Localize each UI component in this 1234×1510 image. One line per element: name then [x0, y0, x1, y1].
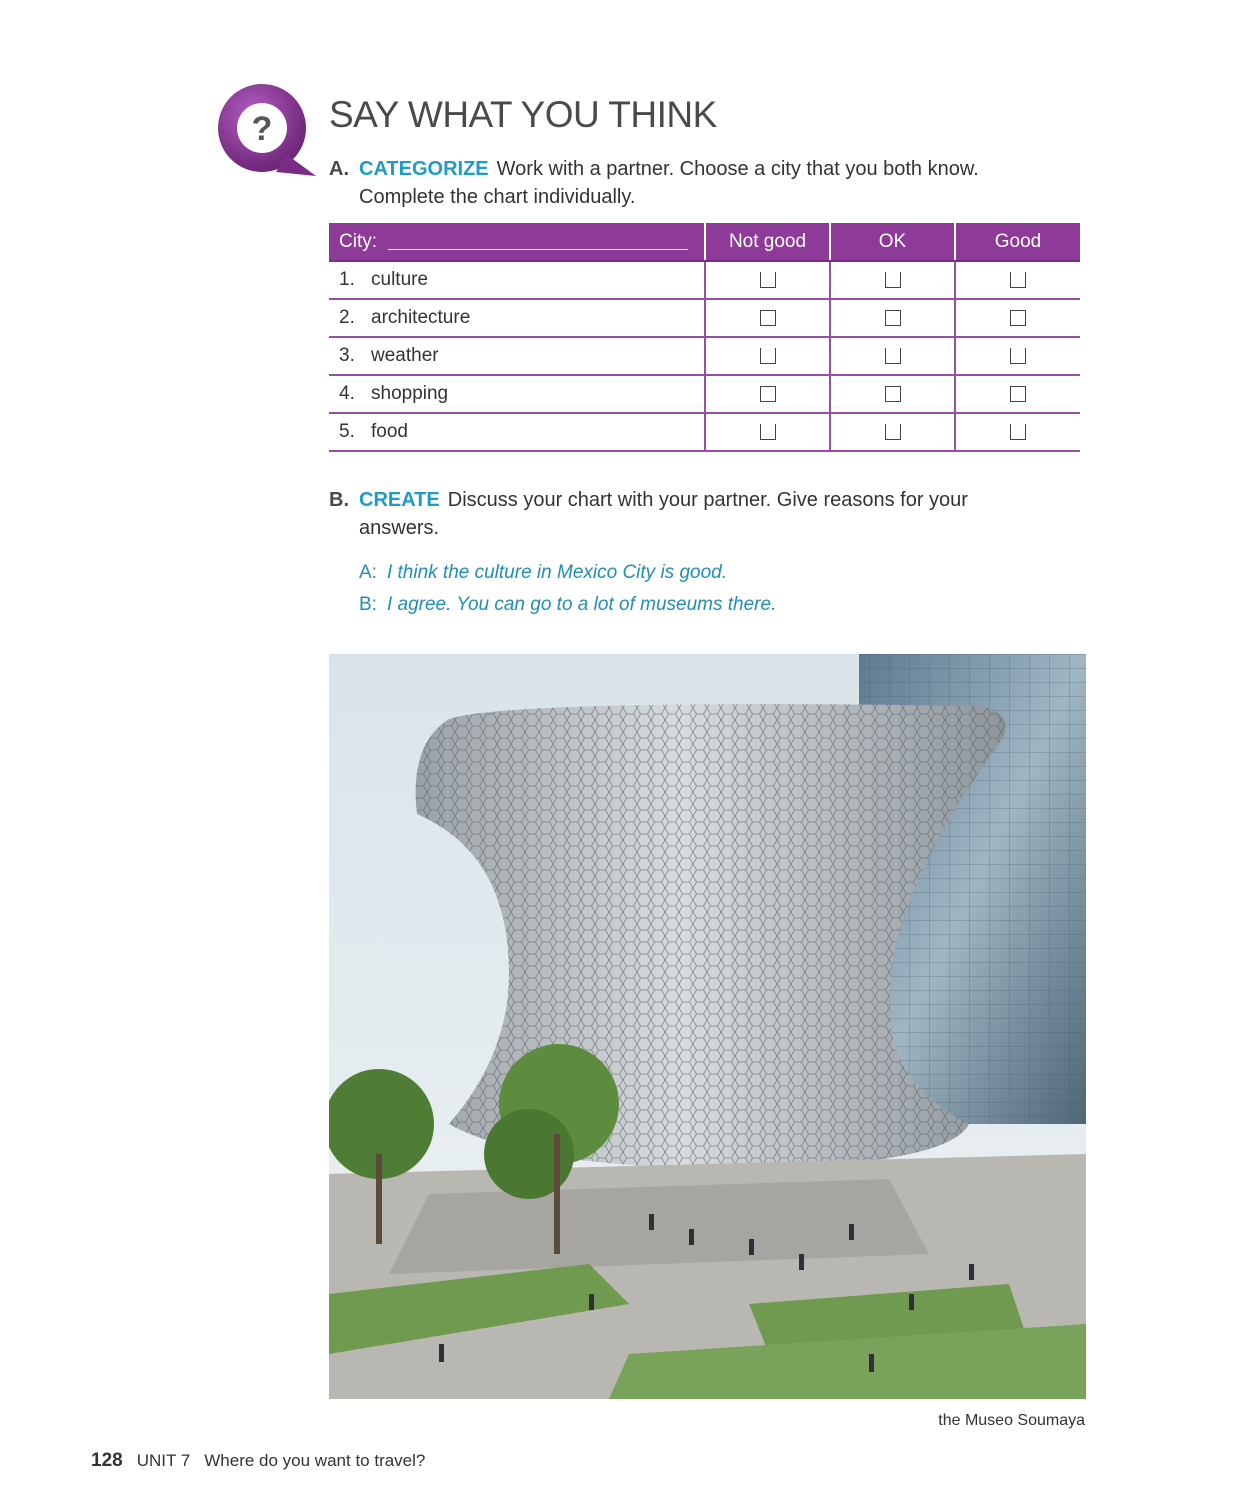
- cell-not-good: [705, 299, 830, 337]
- cell-good: [955, 299, 1080, 337]
- row-item: food: [371, 421, 408, 442]
- svg-text:?: ?: [251, 110, 273, 148]
- cell-ok: [830, 337, 955, 375]
- cell-good: [955, 337, 1080, 375]
- city-input-line[interactable]: [388, 231, 688, 250]
- row-label: [329, 337, 705, 375]
- row-number: 3.: [339, 345, 355, 366]
- cell-not-good: [705, 413, 830, 451]
- cell-not-good: [705, 375, 830, 413]
- page-footer: [91, 1450, 425, 1472]
- activity-b-instruction: [329, 486, 1049, 542]
- row-label: [329, 299, 705, 337]
- checkbox-not-good[interactable]: [760, 348, 776, 364]
- dialog-speaker: A:: [359, 562, 377, 583]
- header-not-good: Not good: [705, 223, 830, 261]
- row-number: 5.: [339, 421, 355, 442]
- table-row: [329, 337, 1080, 375]
- table-row: [329, 261, 1080, 299]
- checkbox-not-good[interactable]: [760, 386, 776, 402]
- checkbox-not-good[interactable]: [760, 310, 776, 326]
- table-row: [329, 413, 1080, 451]
- checkbox-good[interactable]: [1010, 424, 1026, 440]
- cell-not-good: [705, 261, 830, 299]
- table-row: [329, 375, 1080, 413]
- checkbox-good[interactable]: [1010, 348, 1026, 364]
- header-city-label: City:: [339, 230, 377, 252]
- dialog-text: I agree. You can go to a lot of museums there.: [386, 594, 777, 615]
- row-number: 1.: [339, 269, 355, 290]
- chart-header-row: [329, 223, 1080, 261]
- row-item: shopping: [371, 383, 449, 404]
- museum-photo: [329, 654, 1086, 1399]
- header-city: [329, 223, 705, 261]
- header-good: Good: [955, 223, 1080, 261]
- activity-a-keyword: CATEGORIZE: [359, 158, 489, 180]
- section-title: SAY WHAT YOU THINK: [329, 94, 717, 135]
- checkbox-good[interactable]: [1010, 386, 1026, 402]
- activity-a-letter: A.: [329, 158, 349, 180]
- header-ok: OK: [830, 223, 955, 261]
- checkbox-ok[interactable]: [885, 424, 901, 440]
- cell-ok: [830, 413, 955, 451]
- row-label: [329, 375, 705, 413]
- cell-good: [955, 413, 1080, 451]
- activity-b-text: Discuss your chart with your partner. Give reasons for your answers.: [359, 489, 968, 539]
- checkbox-ok[interactable]: [885, 272, 901, 288]
- checkbox-not-good[interactable]: [760, 424, 776, 440]
- cell-good: [955, 261, 1080, 299]
- unit-label: UNIT 7: [136, 1451, 191, 1470]
- row-number: 2.: [339, 307, 355, 328]
- table-row: [329, 299, 1080, 337]
- activity-b-letter: B.: [329, 489, 349, 511]
- checkbox-good[interactable]: [1010, 310, 1026, 326]
- activity-a-instruction: [329, 155, 1049, 211]
- checkbox-good[interactable]: [1010, 272, 1026, 288]
- dialog-speaker: B:: [359, 594, 377, 615]
- checkbox-ok[interactable]: [885, 386, 901, 402]
- row-item: culture: [371, 269, 429, 290]
- cell-ok: [830, 261, 955, 299]
- row-label: [329, 261, 705, 299]
- row-label: [329, 413, 705, 451]
- dialog-line-a: [359, 562, 727, 584]
- rating-chart: [329, 223, 1080, 452]
- question-mark-icon: [216, 84, 320, 178]
- dialog-line-b: [359, 594, 776, 616]
- row-number: 4.: [339, 383, 355, 404]
- cell-not-good: [705, 337, 830, 375]
- page-number: 128: [91, 1450, 123, 1471]
- activity-b-keyword: CREATE: [359, 489, 440, 511]
- cell-good: [955, 375, 1080, 413]
- cell-ok: [830, 299, 955, 337]
- checkbox-not-good[interactable]: [760, 272, 776, 288]
- row-item: weather: [371, 345, 439, 366]
- dialog-text: I think the culture in Mexico City is good.: [386, 562, 727, 583]
- checkbox-ok[interactable]: [885, 310, 901, 326]
- row-item: architecture: [371, 307, 471, 328]
- activity-a-text: Work with a partner. Choose a city that you both know. Complete the chart individually.: [359, 158, 979, 208]
- cell-ok: [830, 375, 955, 413]
- unit-title: Where do you want to travel?: [204, 1451, 426, 1470]
- checkbox-ok[interactable]: [885, 348, 901, 364]
- photo-caption: the Museo Soumaya: [938, 1412, 1085, 1429]
